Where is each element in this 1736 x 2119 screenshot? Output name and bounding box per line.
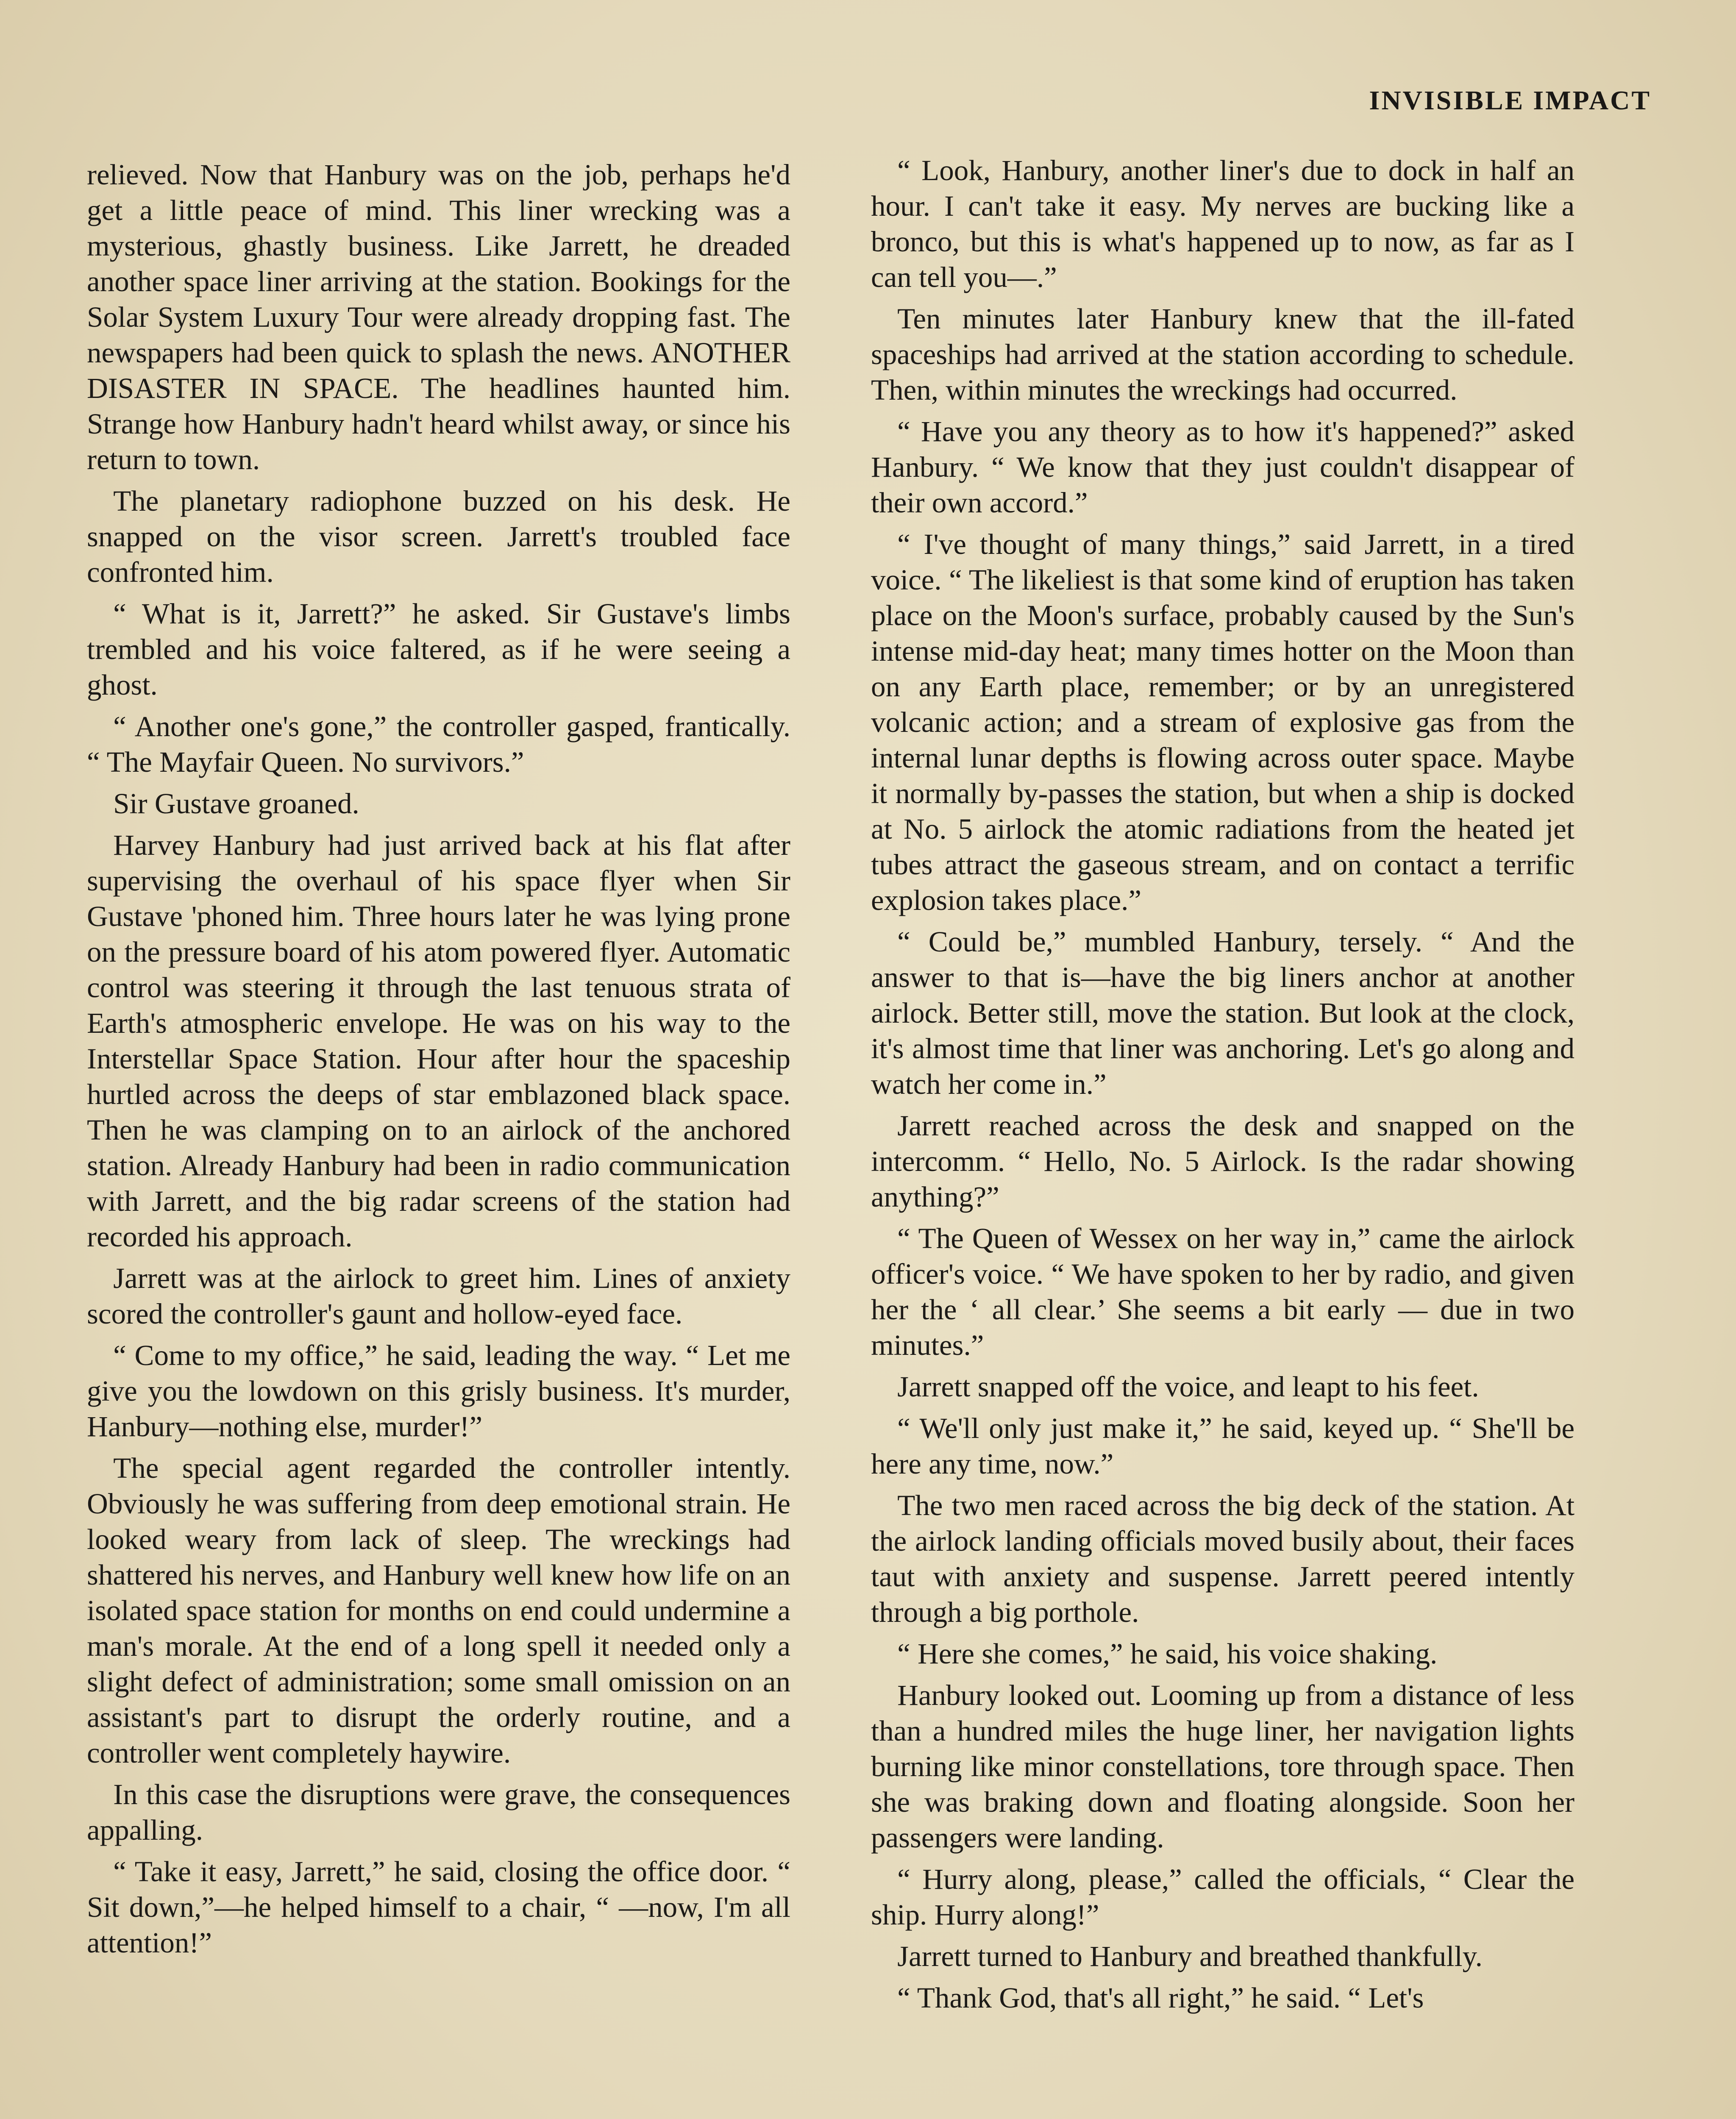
running-title: INVISIBLE IMPACT	[1369, 85, 1651, 115]
paragraph: Jarrett snapped off the voice, and leapt to his feet.	[897, 1371, 1479, 1403]
paragraph: “ Look, Hanbury, another liner's due to dock in half an hour. I can't take it easy. My nerves are bucking like a bronco, but this is what's happened up to now, as far as I can tell you—.”	[871, 154, 1575, 293]
paragraph: Jarrett reached across the desk and snapped on the intercomm. “ Hello, No. 5 Airlock. Is the radar showing anything?”	[871, 1110, 1575, 1213]
paragraph: In this case the disruptions were grave, the consequences appalling.	[87, 1778, 790, 1846]
paragraph: “ We'll only just make it,” he said, keyed up. “ She'll be here any time, now.”	[871, 1412, 1575, 1480]
paragraph: “ I've thought of many things,” said Jarrett, in a tired voice. “ The likeliest is that some kind of eruption has taken place on the Moon's surface, probably caused by the Sun's intense mid-day heat; many times hotter on the Moon than on any Earth place, remember; or by an unregistered volcanic action; and a stream of explosive gas from the internal lunar depths is flowing across outer space. Maybe it normally by-passes the station, but when a ship is docked at No. 5 airlock the atomic radiations from the heated jet tubes attract the gaseous stream, and on contact a terrific explosion takes place.”	[871, 528, 1575, 916]
paragraph: The planetary radiophone buzzed on his desk. He snapped on the visor screen. Jarrett's troubled face confronted him.	[87, 485, 790, 588]
left-text-column	[87, 157, 790, 1966]
right-text-column	[871, 153, 1575, 2022]
paragraph: “ The Queen of Wessex on her way in,” came the airlock officer's voice. “ We have spoken to her by radio, and given her the ‘ all clear.’ She seems a bit early — due in two minutes.”	[871, 1222, 1575, 1361]
paragraph: The special agent regarded the controller intently. Obviously he was suffering from deep emotional strain. He looked weary from lack of sleep. The wreckings had shattered his nerves, and Hanbury well knew how life on an isolated space station for months on end could undermine a man's morale. At the end of a long spell it needed only a slight defect of administration; some small omission on an assistant's part to disrupt the orderly routine, and a controller went completely haywire.	[87, 1452, 790, 1769]
paragraph: Ten minutes later Hanbury knew that the ill-fated spaceships had arrived at the station according to schedule. Then, within minutes the wreckings had occurred.	[871, 303, 1575, 406]
paragraph: “ Hurry along, please,” called the officials, “ Clear the ship. Hurry along!”	[871, 1863, 1575, 1931]
paragraph: The two men raced across the big deck of the station. At the airlock landing officials moved busily about, their faces taut with anxiety and suspense. Jarrett peered intently through a big porthole.	[871, 1489, 1575, 1628]
paragraph: Jarrett was at the airlock to greet him. Lines of anxiety scored the controller's gaunt and hollow-eyed face.	[87, 1262, 790, 1330]
paragraph: “ Take it easy, Jarrett,” he said, closing the office door. “ Sit down,”—he helped himself to a chair, “ —now, I'm all attention!”	[87, 1855, 790, 1959]
paragraph: “ Have you any theory as to how it's happened?” asked Hanbury. “ We know that they just couldn't disappear of their own accord.”	[871, 415, 1575, 519]
paragraph: Harvey Hanbury had just arrived back at his flat after supervising the overhaul of his space flyer when Sir Gustave 'phoned him. Three hours later he was lying prone on the pressure board of his atom powered flyer. Automatic control was steering it through the last tenuous strata of Earth's atmospheric envelope. He was on his way to the Interstellar Space Station. Hour after hour the spaceship hurtled across the deeps of star emblazoned black space. Then he was clamping on to an airlock of the anchored station. Already Hanbury had been in radio communication with Jarrett, and the big radar screens of the station had recorded his approach.	[87, 829, 790, 1253]
paragraph: Hanbury looked out. Looming up from a distance of less than a hundred miles the huge liner, her navigation lights burning like minor constellations, tore through space. Then she was braking down and floating alongside. Soon her passengers were landing.	[871, 1679, 1575, 1854]
paragraph: “ Here she comes,” he said, his voice shaking.	[897, 1638, 1438, 1670]
paragraph: “ What is it, Jarrett?” he asked. Sir Gustave's limbs trembled and his voice faltered, as if he were seeing a ghost.	[87, 598, 790, 701]
paragraph: “ Thank God, that's all right,” he said. “ Let's	[897, 1982, 1424, 2014]
paragraph: Sir Gustave groaned.	[113, 787, 359, 820]
paragraph: relieved. Now that Hanbury was on the job, perhaps he'd get a little peace of mind. This liner wrecking was a mysterious, ghastly business. Like Jarrett, he dreaded another space liner arriving at the station. Bookings for the Solar System Luxury Tour were already dropping fast. The newspapers had been quick to splash the news. ANOTHER DISASTER IN SPACE. The headlines haunted him. Strange how Hanbury hadn't heard whilst away, or since his return to town.	[87, 159, 790, 476]
paragraph: “ Could be,” mumbled Hanbury, tersely. “ And the answer to that is—have the big liners anchor at another airlock. Better still, move the station. But look at the clock, it's almost time that liner was anchoring. Let's go along and watch her come in.”	[871, 926, 1575, 1100]
paragraph: “ Come to my office,” he said, leading the way. “ Let me give you the lowdown on this grisly business. It's murder, Hanbury—nothing else, murder!”	[87, 1339, 790, 1443]
paragraph: Jarrett turned to Hanbury and breathed thankfully.	[897, 1940, 1483, 1972]
paragraph: “ Another one's gone,” the controller gasped, frantically. “ The Mayfair Queen. No survivors.”	[87, 710, 790, 778]
